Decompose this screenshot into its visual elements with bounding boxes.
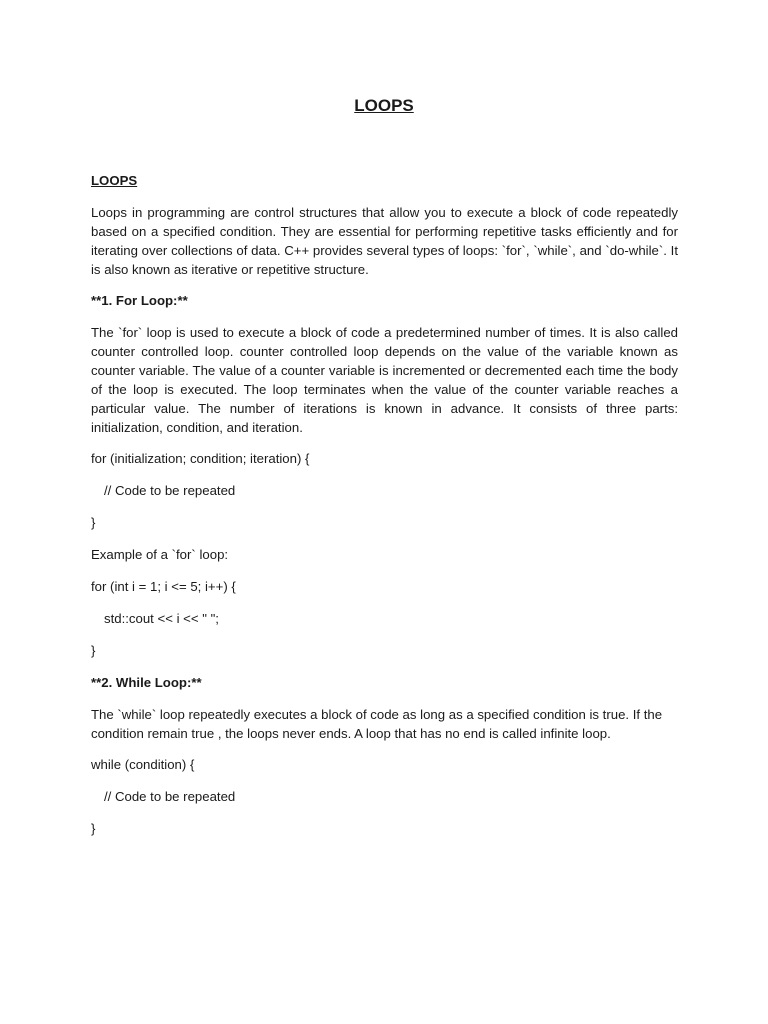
for-syntax-close: } (91, 515, 96, 530)
while-syntax-open: while (condition) { (91, 757, 195, 772)
section-heading: LOOPS (91, 173, 138, 188)
for-loop-heading: **1. For Loop:** (91, 293, 188, 308)
for-example-close: } (91, 643, 96, 658)
for-example-open: for (int i = 1; i <= 5; i++) { (91, 579, 236, 594)
while-loop-description: The `while` loop repeatedly executes a block of code as long as a specified condition is true. If the condition remain true , the loops never ends. A loop that has no end is called infinite loop. (91, 707, 663, 741)
for-syntax-open: for (initialization; condition; iteration) { (91, 451, 310, 466)
for-loop-description: The `for` loop is used to execute a block of code a predetermined number of times. It is also called counter controlled loop. counter controlled loop depends on the value of the variable known as counter variable. The value of a counter variable is incremented or decremented each time the body of the loop is executed. The loop terminates when the value of the counter variable reaches a particular value. The number of iterations is known in advance. It consists of three parts: initialization, condition, and iteration. (91, 325, 678, 435)
for-syntax-body: // Code to be repeated (104, 483, 236, 498)
while-syntax-close: } (91, 821, 96, 836)
document-title: LOOPS (354, 96, 414, 115)
intro-paragraph: Loops in programming are control structures that allow you to execute a block of code repeatedly based on a specified condition. They are essential for performing repetitive tasks efficiently and for iterating over collections of data. C++ provides several types of loops: `for`, `while`, and `do-while`. It is also known as iterative or repetitive structure. (91, 205, 678, 277)
for-example-body: std::cout << i << " "; (104, 611, 219, 626)
while-syntax-body: // Code to be repeated (104, 789, 236, 804)
document-content (91, 171, 678, 851)
while-loop-heading: **2. While Loop:** (91, 675, 202, 690)
for-example-label: Example of a `for` loop: (91, 547, 229, 562)
